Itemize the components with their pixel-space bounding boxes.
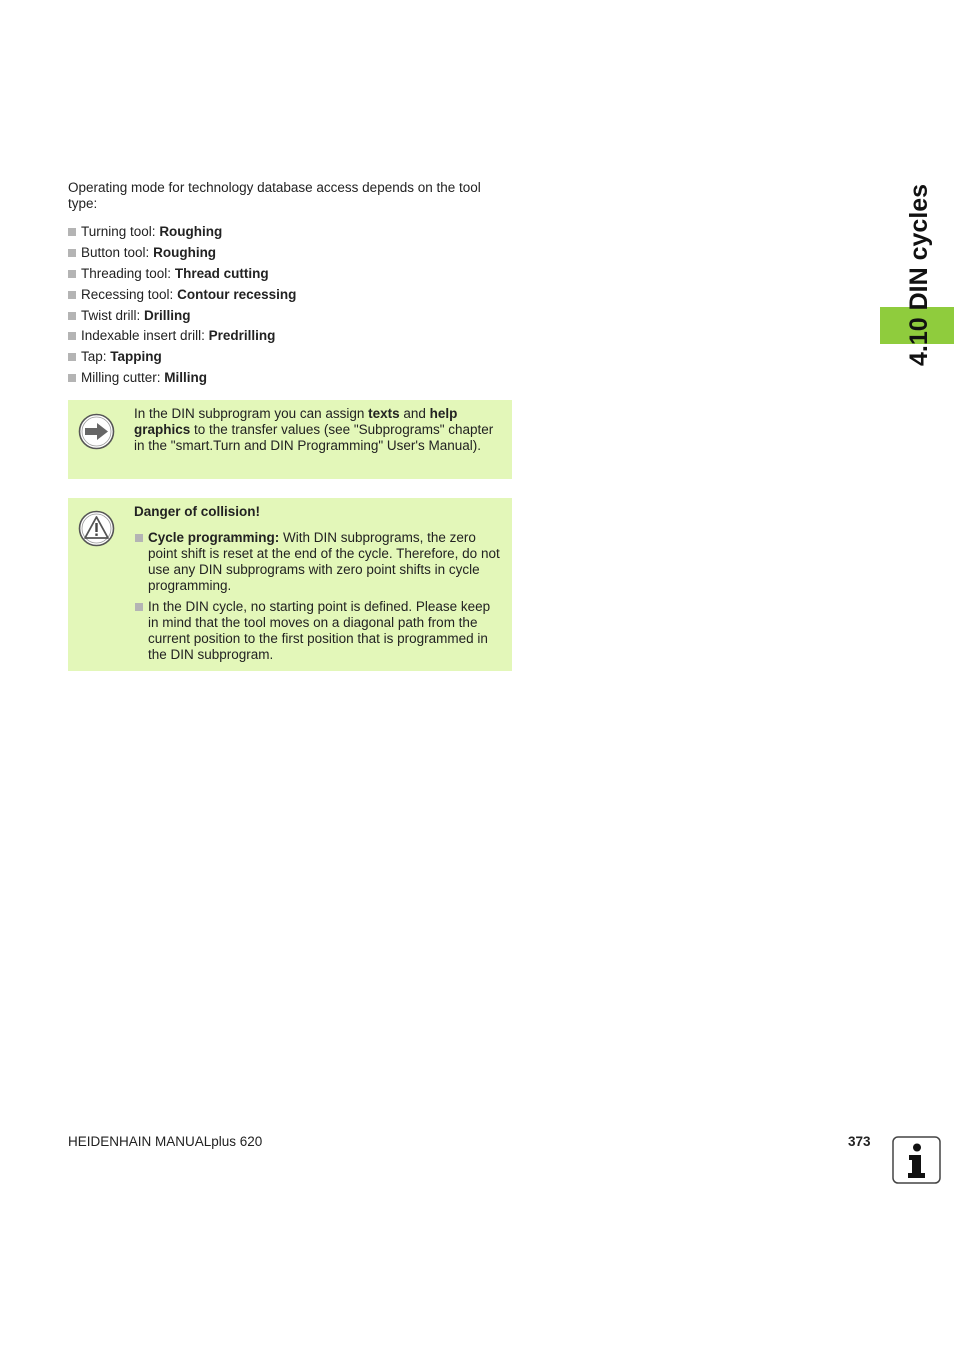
bullet-square-icon xyxy=(68,332,76,340)
list-item: Twist drill: Drilling xyxy=(68,305,513,326)
info-icon xyxy=(892,1136,941,1184)
list-item: Milling cutter: Milling xyxy=(68,368,513,389)
bullet-square-icon xyxy=(68,291,76,299)
list-item: Tap: Tapping xyxy=(68,347,513,368)
intro-paragraph: Operating mode for technology database access depends on the tool type: xyxy=(68,180,481,211)
warning-note xyxy=(68,498,512,671)
bullet-square-icon xyxy=(68,270,76,278)
arrow-right-icon xyxy=(78,413,115,450)
warning-note-body xyxy=(134,504,500,668)
list-item: Button tool: Roughing xyxy=(68,243,513,264)
bullet-square-icon xyxy=(135,603,143,611)
list-item: Turning tool: Roughing xyxy=(68,222,513,243)
bullet-square-icon xyxy=(68,249,76,257)
warning-triangle-icon xyxy=(78,510,115,547)
list-item: Cycle programming: With DIN subprograms, the zero point shift is reset at the end of the cycle. Therefore, do not use any DIN subprograms with zero point shifts in cycle programming. xyxy=(134,530,500,594)
info-note-text: In the DIN subprogram you can assign texts and help graphics to the transfer values (see "Subprograms" chapter in the "smart.Turn and DIN Programming" User's Manual). xyxy=(134,406,494,453)
bullet-square-icon xyxy=(68,228,76,236)
tool-mode-list xyxy=(68,222,513,388)
footer-manual-name: HEIDENHAIN MANUALplus 620 xyxy=(68,1134,263,1149)
chapter-title: 4.10 DIN cycles xyxy=(905,183,933,366)
info-note xyxy=(68,400,512,479)
list-item: Indexable insert drill: Predrilling xyxy=(68,326,513,347)
bullet-square-icon xyxy=(68,353,76,361)
page-number: 373 xyxy=(848,1134,871,1149)
warning-title: Danger of collision! xyxy=(134,504,261,519)
bullet-square-icon xyxy=(68,312,76,320)
list-item: Threading tool: Thread cutting xyxy=(68,264,513,285)
bullet-square-icon xyxy=(68,374,76,382)
list-item: In the DIN cycle, no starting point is defined. Please keep in mind that the tool moves on a diagonal path from the current position to the first position that is programmed in the DIN subprogram. xyxy=(134,599,500,663)
list-item: Recessing tool: Contour recessing xyxy=(68,284,513,305)
bullet-square-icon xyxy=(135,534,143,542)
